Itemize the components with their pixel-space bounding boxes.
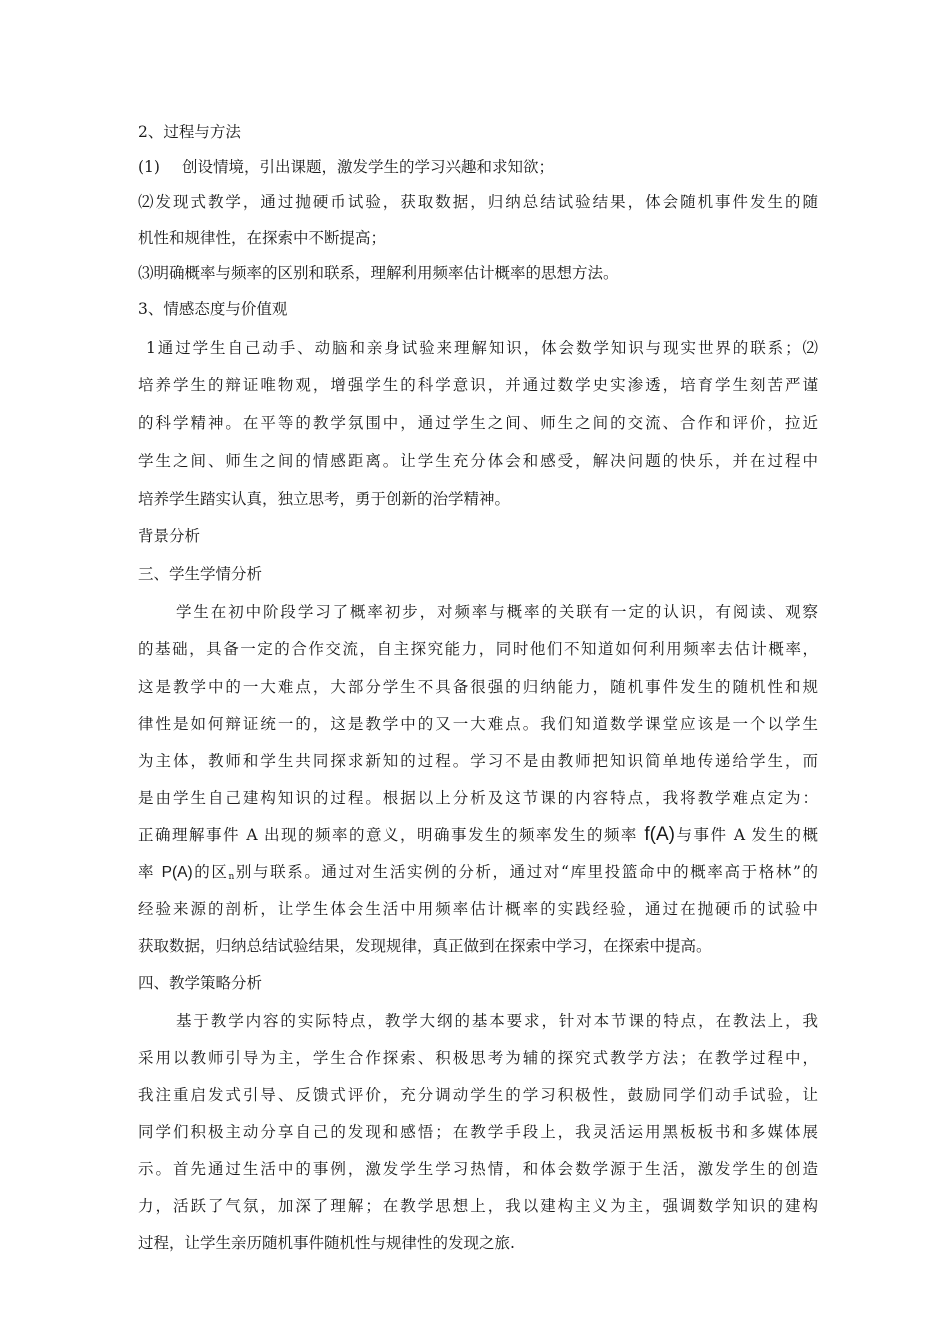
heading-background: 背景分析 <box>138 527 201 545</box>
paragraph-line: 同学们积极主动分享自己的发现和感悟；在教学手段上，我灵活运用黑板板书和多媒体展 <box>138 1123 818 1141</box>
paragraph-line: 力，活跃了气氛，加深了理解；在教学思想上，我以建构主义为主，强调数学知识的建构 <box>138 1197 818 1215</box>
paragraph-line: 获取数据，归纳总结试验结果，发现规律，真正做到在探索中学习，在探索中提高。 <box>138 937 712 955</box>
paragraph-line: 经验来源的剖析，让学生体会生活中用频率估计概率的实践经验，通过在抛硬币的试验中 <box>138 900 818 918</box>
paragraph-line: 的基础，具备一定的合作交流，自主探究能力，同时他们不知道如何利用频率去估计概率， <box>138 640 818 658</box>
list-text: 创设情境，引出课题，激发学生的学习兴趣和求知欲； <box>181 158 554 176</box>
paragraph-line: 培养学生踏实认真，独立思考，勇于创新的治学精神。 <box>138 490 511 508</box>
heading-teaching-strategy: 四、教学策略分析 <box>138 974 263 992</box>
paragraph-line: 正确理解事件 A 出现的频率的意义，明确事发生的频率发生的频率 f(A)与事件 A 发生的概 <box>138 824 818 845</box>
paragraph-line: 示。首先通过生活中的事例，激发学生学习热情，和体会数学源于生活，激发学生的创造 <box>138 1160 818 1178</box>
paragraph-line: 率 P(A)的区$_n$别与联系。通过对生活实例的分析，通过对“库里投篮命中的概率高于格林”的 <box>138 863 818 882</box>
paragraph-line: ⑶明确概率与频率的区别和联系，理解利用频率估计概率的思想方法。 <box>138 264 619 282</box>
paragraph-line: 培养学生的辩证唯物观，增强学生的科学意识，并通过数学史实渗透，培育学生刻苦严谨 <box>138 376 818 394</box>
paragraph-line: 的科学精神。在平等的教学氛围中，通过学生之间、师生之间的交流、合作和评价，拉近 <box>138 414 818 432</box>
paragraph-line: 过程，让学生亲历随机事件随机性与规律性的发现之旅. <box>138 1234 515 1252</box>
formula-frequency: f(A) <box>644 824 675 845</box>
paragraph-line: 1通过学生自己动手、动脑和亲身试验来理解知识，体会数学知识与现实世界的联系；⑵ <box>146 339 818 357</box>
list-number: (1) <box>138 158 160 176</box>
heading-student-analysis: 三、学生学情分析 <box>138 565 263 583</box>
paragraph-line: 基于教学内容的实际特点，教学大纲的基本要求，针对本节课的特点，在教法上，我 <box>176 1012 818 1030</box>
paragraph-line: 采用以教师引导为主，学生合作探索、积极思考为辅的探究式教学方法；在教学过程中， <box>138 1049 818 1067</box>
paragraph-line <box>138 156 818 178</box>
paragraph-line: 是由学生自己建构知识的过程。根据以上分析及这节课的内容特点，我将教学难点定为： <box>138 789 818 807</box>
paragraph-line: 律性是如何辩证统一的，这是教学中的又一大难点。我们知道数学课堂应该是一个以学生 <box>138 715 818 733</box>
paragraph-line: ⑵发现式教学，通过抛硬币试验，获取数据，归纳总结试验结果，体会随机事件发生的随 <box>138 193 818 211</box>
paragraph-line: 学生在初中阶段学习了概率初步，对频率与概率的关联有一定的认识，有阅读、观察 <box>176 603 818 621</box>
heading-process-methods: 2、过程与方法 <box>138 123 241 141</box>
paragraph-line: 机性和规律性，在探索中不断提高； <box>138 229 387 247</box>
paragraph-line: 为主体，教师和学生共同探求新知的过程。学习不是由教师把知识简单地传递给学生，而 <box>138 752 818 770</box>
paragraph-line: 我注重启发式引导、反馈式评价，充分调动学生的学习积极性，鼓励同学们动手试验，让 <box>138 1086 818 1104</box>
stray-character: n <box>228 872 235 882</box>
heading-emotion-values: 3、情感态度与价值观 <box>138 300 288 318</box>
paragraph-line: 学生之间、师生之间的情感距离。让学生充分体会和感受，解决问题的快乐，并在过程中 <box>138 452 818 470</box>
paragraph-line: 这是教学中的一大难点，大部分学生不具备很强的归纳能力，随机事件发生的随机性和规 <box>138 678 818 696</box>
formula-probability: P(A) <box>161 864 193 881</box>
